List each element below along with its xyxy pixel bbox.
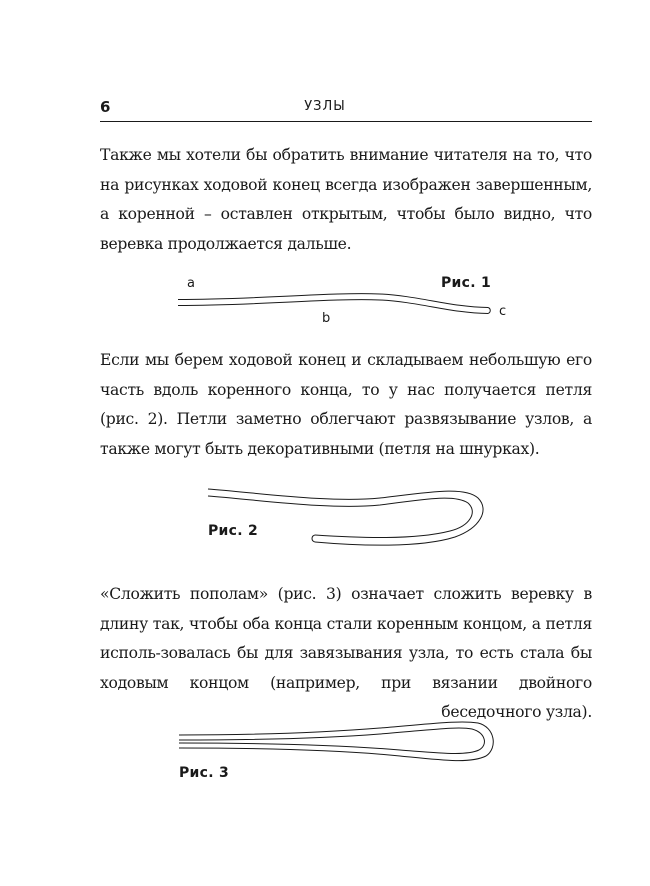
figure-1-label-c: c: [499, 304, 507, 319]
running-head: УЗЛЫ: [304, 99, 346, 114]
header-divider: [100, 121, 592, 122]
figure-3-caption: Рис. 3: [179, 765, 230, 781]
figure-1-label-a: a: [187, 276, 195, 291]
figure-1-label-b: b: [322, 311, 331, 326]
figure-2-caption: Рис. 2: [208, 523, 259, 539]
figure-1-caption: Рис. 1: [441, 275, 492, 291]
paragraph-intro: Также мы хотели бы обратить внимание читателя на то, что на рисунках ходовой конец всегда изображен завершенным, а коренной – оставлен открытым, чтобы было видно, что веревка продолжается дальше.: [100, 146, 592, 253]
paragraph-loop: Если мы берем ходовой конец и складываем небольшую его часть вдоль коренного конца, то у нас получается петля (рис. 2). Петли заметно облегчают развязывание узлов, а также могут быть декоративными (петля на шнурках).: [100, 351, 592, 458]
paragraph-fold-in-half: «Сложить пополам» (рис. 3) означает сложить веревку в длину так, чтобы оба конца стали коренным концом, а петля исполь-зовалась бы для завязывания узла, то есть стала бы ходовым концом (например, при вязании двойного беседочного узла).: [100, 585, 592, 721]
page-number: 6: [100, 98, 111, 116]
